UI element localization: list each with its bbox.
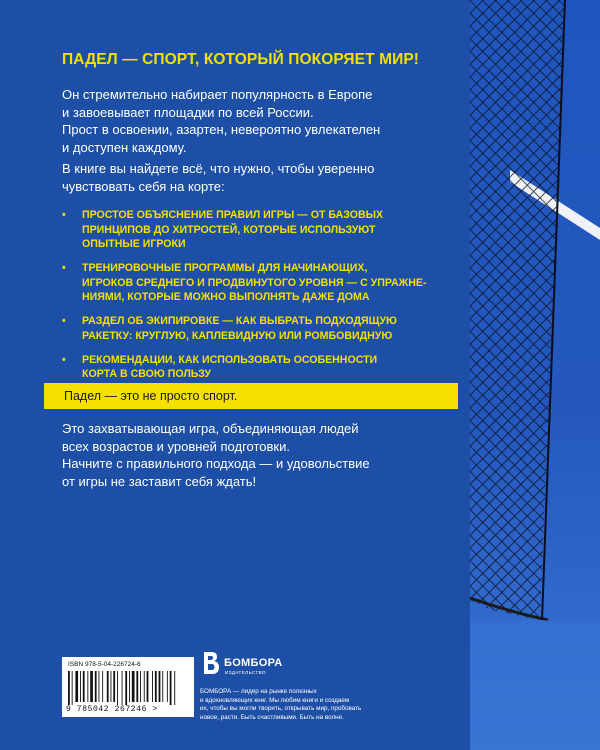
barcode-block [62, 657, 194, 717]
banner-text: Падел — это не просто спорт. [64, 389, 238, 403]
intro-line: и завоевывает площадки по всей России. [62, 104, 314, 120]
feature-line: ПРИНЦИПОВ ДО ХИТРОСТЕЙ, КОТОРЫЕ ИСПОЛЬЗУЮТ [82, 223, 376, 236]
bullet-icon: • [62, 262, 66, 274]
feature-line: НИЯМИ, КОТОРЫЕ МОЖНО ВЫПОЛНЯТЬ ДАЖЕ ДОМА [82, 291, 370, 303]
barcode-bar [159, 671, 161, 702]
book-line: чувствовать себя на корте: [62, 178, 225, 194]
isbn-text: ISBN 978-5-04-226724-6 [68, 661, 141, 668]
feature-line: ПРОСТОЕ ОБЪЯСНЕНИЕ ПРАВИЛ ИГРЫ — ОТ БАЗОВЫХ [82, 209, 384, 221]
intro-paragraph [62, 86, 462, 156]
feature-item [62, 208, 452, 252]
book-paragraph [62, 160, 462, 195]
barcode-bar [72, 671, 73, 705]
feature-line: ТРЕНИРОВОЧНЫЕ ПРОГРАММЫ ДЛЯ НАЧИНАЮЩИХ, [82, 262, 368, 274]
book-line: В книге вы найдете всё, что нужно, чтобы уверенно [62, 161, 375, 176]
bullet-icon: • [62, 353, 66, 366]
publisher-line: и вдохновляющих книг. Мы любим книги и создаем [200, 696, 350, 704]
intro-line: Он стремительно набирает популярность в Европе [62, 87, 373, 102]
net-image [470, 0, 600, 750]
feature-line: РЕКОМЕНДАЦИИ, КАК ИСПОЛЬЗОВАТЬ ОСОБЕННОСТИ [82, 353, 378, 366]
barcode-bar [167, 671, 168, 702]
barcode-icon [66, 671, 190, 705]
barcode-bar [152, 671, 153, 702]
barcode-bar [174, 671, 175, 705]
closing-line: от игры не заставит себя ждать! [62, 473, 257, 489]
logo-subtitle: ИЗДАТЕЛЬСТВО [225, 670, 266, 675]
barcode-digits: 9 785042 267246 [66, 705, 148, 714]
barcode-bar [170, 671, 172, 705]
feature-item [62, 314, 452, 343]
barcode-bar [155, 671, 157, 702]
barcode-bar [147, 671, 149, 702]
barcode-bar [122, 671, 123, 705]
barcode-bar [102, 671, 103, 702]
bullet-icon: • [62, 315, 66, 327]
feature-line: ОПЫТНЫЕ ИГРОКИ [82, 238, 186, 250]
barcode-bar [83, 671, 85, 702]
feature-item [62, 261, 452, 305]
barcode-bar [75, 671, 78, 702]
feature-list [62, 208, 452, 391]
closing-line: Это захватывающая игра, объединяющая людей [62, 421, 359, 436]
barcode-number [66, 705, 158, 714]
feature-line: ИГРОКОВ СРЕДНЕГО И ПРОДВИНУТОГО УРОВНЯ — С УПРАЖНЕ- [82, 276, 427, 289]
bomb-logo-icon [200, 650, 222, 676]
publisher-line: новое, расти. Быть счастливыми. Быть на волне. [200, 713, 344, 721]
barcode-bar [113, 671, 115, 702]
barcode-bar [140, 671, 141, 702]
barcode-bar [125, 671, 127, 705]
intro-line: и доступен каждому. [62, 139, 187, 155]
headline: ПАДЕЛ — СПОРТ, КОТОРЫЙ ПОКОРЯЕТ МИР! [62, 51, 420, 68]
barcode-bar [80, 671, 81, 702]
feature-line: РАКЕТКУ: КРУГЛУЮ, КАПЛЕВИДНУЮ ИЛИ РОМБОВИДНУЮ [82, 329, 393, 342]
barcode-bar [99, 671, 100, 702]
barcode-bar [129, 671, 130, 702]
barcode-bar [132, 671, 135, 702]
net-photo [470, 0, 600, 750]
barcode-bar [68, 671, 70, 705]
feature-item [62, 353, 452, 382]
barcode-bar [162, 671, 163, 702]
publisher-description [200, 688, 370, 722]
barcode-bar [87, 671, 88, 702]
closing-line: всех возрастов и уровней подготовки. [62, 438, 290, 454]
publisher-logo [200, 648, 290, 684]
barcode-bar [144, 671, 145, 702]
publisher-line: БОМБОРА — лидер на рынке полезных [200, 688, 317, 695]
publisher-line: их, чтобы вы могли творить, открывать мир, пробовать [200, 705, 362, 713]
highlight-banner [44, 383, 458, 409]
barcode-bar [90, 671, 93, 702]
barcode-bar [136, 671, 138, 702]
closing-line: Начните с правильного подхода — и удовольствие [62, 456, 370, 471]
barcode-bar [95, 671, 97, 702]
feature-line: КОРТА В СВОЮ ПОЛЬЗУ [82, 368, 211, 380]
closing-paragraph [62, 420, 462, 490]
bullet-icon: • [62, 209, 66, 221]
feature-line: РАЗДЕЛ ОБ ЭКИПИРОВКЕ — КАК ВЫБРАТЬ ПОДХОДЯЩУЮ [82, 315, 397, 327]
barcode-bar [117, 671, 118, 705]
barcode-arrow: > [152, 705, 158, 714]
barcode-bar [107, 671, 109, 702]
barcode-bar [111, 671, 112, 702]
logo-name: БОМБОРА [224, 657, 283, 669]
intro-line: Прост в освоении, азартен, невероятно увлекателен [62, 122, 381, 137]
